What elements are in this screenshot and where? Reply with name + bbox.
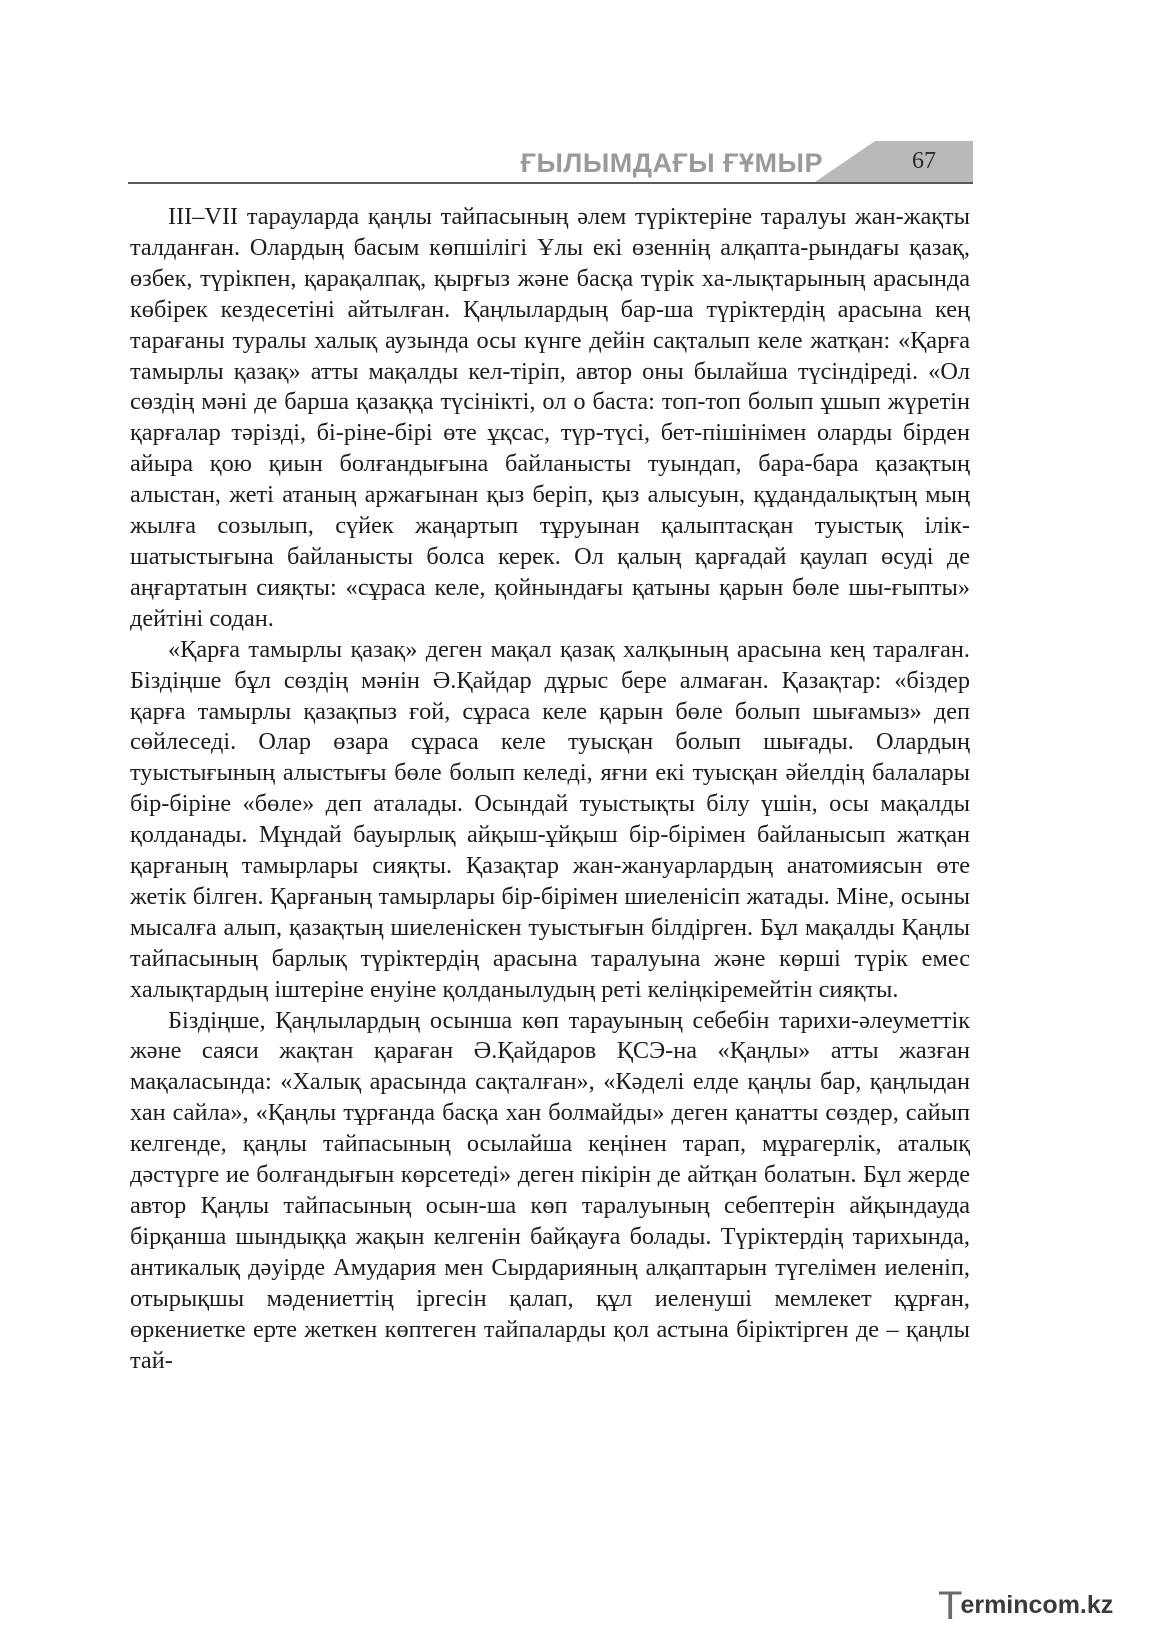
paragraph-3: Біздіңше, Қаңлылардың осынша көп тарауының себебін тарихи-әлеуметтік және саяси жақтан қараған Ә.Қайдаров ҚСЭ-на «Қаңлы» атты жазған мақаласында: «Халық арасында сақталған», «Кәделі елде қаңлы бар, қаңлыдан хан сайла», «Қаңлы тұрғанда басқа хан болмайды» деген қанатты сөздер, сайып келгенде, қаңлы тайпасының осылайша кеңінен тарап, мұрагерлік, аталық дәстүрге ие болғандығын көрсетеді» деген пікірін де айтқан болатын. Бұл жерде автор Қаңлы тайпасының осын-ша көп таралуының себептерін айқындауда бірқанша шындыққа жақын келгенін байқауға болады. Түріктердің тарихында, антикалық дәуірде Амудария мен Сырдарияның алқаптарын түгелімен иеленіп, отырықшы мәдениеттің іргесін қалап, құл иеленуші мемлекет құрған, өркениетке ерте жеткен көптеген тайпаларды қол астына біріктірген де – қаңлы тай- [130, 1006, 970, 1374]
header-rule [128, 182, 973, 184]
watermark-logo [938, 1584, 1114, 1628]
header-title: ҒЫЛЫМДАҒЫ ҒҰМЫР [520, 148, 823, 178]
page-number: 67 [912, 148, 936, 174]
watermark-last: m.kz [1057, 1591, 1114, 1619]
watermark-first: T [938, 1584, 963, 1628]
body-text [130, 202, 970, 1376]
paragraph-1: III–VII тарауларда қаңлы тайпасының әлем түріктеріне таралуы жан-жақты талданған. Олардың басым көпшілігі Ұлы екі өзеннің алқапта-рындағы қазақ, өзбек, түрікпен, қарақалпақ, қырғыз және басқа түрік ха-лықтарының арасында көбірек кездесетіні айтылған. Қаңлылардың бар-ша түріктердің арасына кең тарағаны туралы халық аузында осы күнге дейін сақталып келе жатқан: «Қарға тамырлы қазақ» атты мақалды кел-тіріп, автор оны былайша түсіндіреді. «Ол сөздің мәні де барша қазаққа түсінікті, ол о баста: топ-топ болып ұшып жүретін қарғалар тәрізді, бі-ріне-бірі өте ұқсас, түр-түсі, бет-пішінімен оларды бірден айыра қою қиын болғандығына байланысты туындап, бара-бара қазақтың алыстан, жеті атаның аржағынан қыз беріп, қыз алысуын, құдандалықтың мың жылға созылып, сүйек жаңартып тұруынан қалыптасқан туыстық ілік-шатыстығына байланысты болса керек. Ол қалың қарғадай қаулап өсуді де аңғартатын сияқты: «сұраса келе, қойнындағы қатыны қарын бөле шы-ғыпты» дейтіні содан. [130, 203, 970, 632]
running-header [128, 136, 973, 186]
header-wedge [815, 141, 875, 182]
watermark-middle: ermincо [960, 1591, 1058, 1619]
paragraph-2: «Қарға тамырлы қазақ» деген мақал қазақ халқының арасына кең таралған. Біздіңше бұл сөздің мәнін Ә.Қайдар дұрыс бере алмаған. Қазақтар: «біздер қарға тамырлы қазақпыз ғой, сұраса келе қарын бөле болып шығамыз» деп сөйлеседі. Олар өзара сұраса келе туысқан болып шығады. Олардың туыстығының алыстығы бөле болып келеді, яғни екі туысқан әйелдің балалары бір-біріне «бөле» деп аталады. Осындай туыстықты білу үшін, осы мақалды қолданады. Мұндай бауырлық айқыш-ұйқыш бір-бірімен байланысып жатқан қарғаның тамырлары сияқты. Қазақтар жан-жануарлардың анатомиясын өте жетік білген. Қарғаның тамырлары бір-бірімен шиеленісіп жатады. Міне, осыны мысалға алып, қазақтың шиеленіскен туыстығын білдірген. Бұл мақалды Қаңлы тайпасының барлық түріктердің арасына таралуына және көрші түрік емес халықтардың іштеріне енуіне қолданылудың реті келіңкіремейтін сияқты. [130, 635, 970, 1003]
